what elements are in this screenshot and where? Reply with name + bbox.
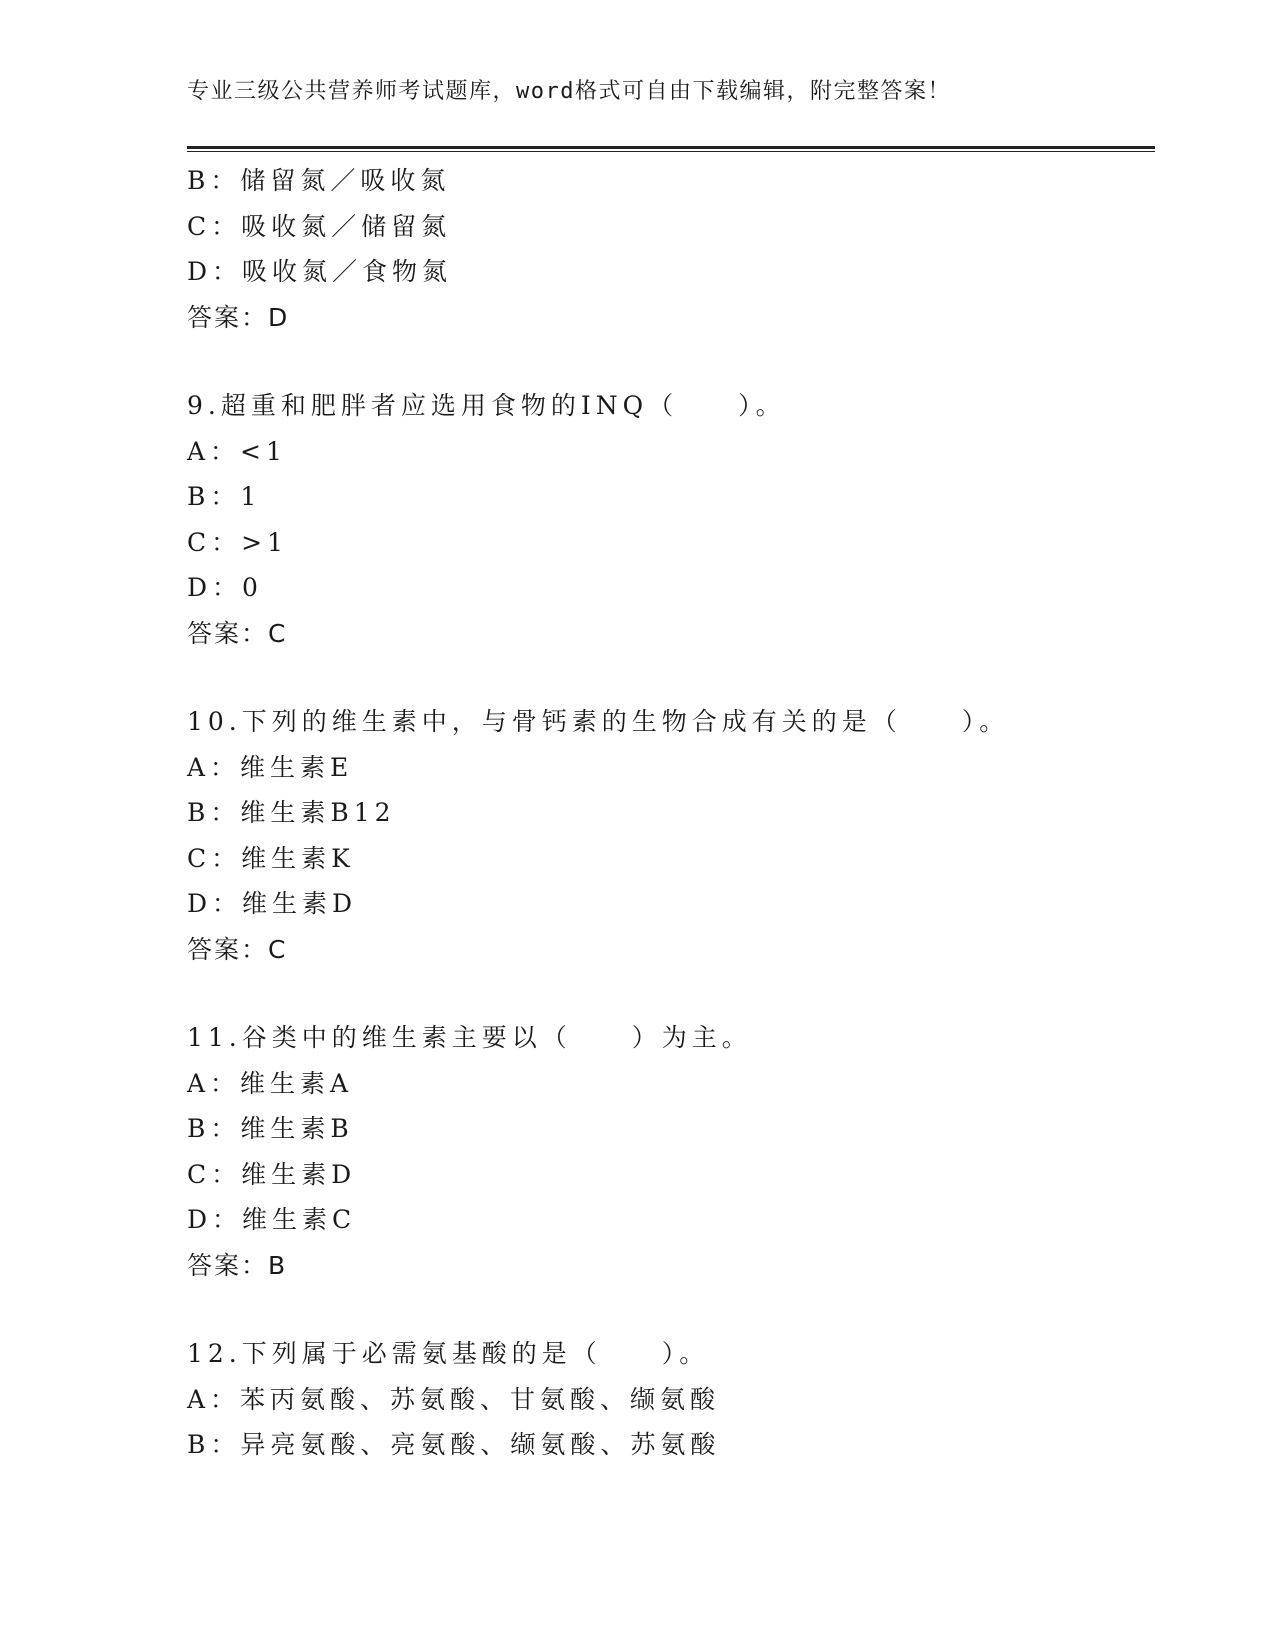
question-8 xyxy=(187,158,1155,340)
header-rule-thick xyxy=(187,146,1155,149)
question-9 xyxy=(187,383,1155,656)
answer: 答案：B xyxy=(187,1250,288,1280)
option-b: B：维生素B xyxy=(187,1114,354,1143)
question-list xyxy=(187,158,1155,1468)
question-12 xyxy=(187,1331,1155,1468)
question-text: 10.下列的维生素中，与骨钙素的生物合成有关的是（ ）。 xyxy=(187,707,1010,736)
answer: 答案：C xyxy=(187,934,288,964)
answer: 答案：C xyxy=(187,618,288,648)
option-b: B：1 xyxy=(187,482,262,511)
header-rule-thin xyxy=(187,151,1155,152)
option-a: A：维生素A xyxy=(187,1068,354,1098)
option-a: A：苯丙氨酸、苏氨酸、甘氨酸、缬氨酸 xyxy=(187,1384,721,1414)
answer: 答案：D xyxy=(187,302,290,332)
option-b: B：异亮氨酸、亮氨酸、缬氨酸、苏氨酸 xyxy=(187,1430,721,1459)
option-c: C：维生素K xyxy=(187,843,355,873)
question-11 xyxy=(187,1015,1155,1288)
option-d: D：0 xyxy=(187,573,263,602)
option-c: C：吸收氮／储留氮 xyxy=(187,211,452,241)
option-d: D：吸收氮／食物氮 xyxy=(187,257,453,286)
question-10 xyxy=(187,699,1155,972)
option-d: D：维生素D xyxy=(187,889,358,918)
question-text: 11.谷类中的维生素主要以（ ）为主。 xyxy=(187,1023,752,1052)
option-b: B：储留氮／吸收氮 xyxy=(187,166,451,195)
option-d: D：维生素C xyxy=(187,1205,357,1234)
option-a: A：<1 xyxy=(187,436,287,466)
question-text: 9.超重和肥胖者应选用食物的INQ（ ）。 xyxy=(187,391,786,420)
page-header: 专业三级公共营养师考试题库，word格式可自由下载编辑，附完整答案！ xyxy=(187,79,951,104)
option-a: A：维生素E xyxy=(187,752,354,782)
question-text: 12.下列属于必需氨基酸的是（ ）。 xyxy=(187,1339,710,1368)
option-b: B：维生素B12 xyxy=(187,798,396,827)
option-c: C：>1 xyxy=(187,527,288,557)
option-c: C：维生素D xyxy=(187,1159,357,1189)
